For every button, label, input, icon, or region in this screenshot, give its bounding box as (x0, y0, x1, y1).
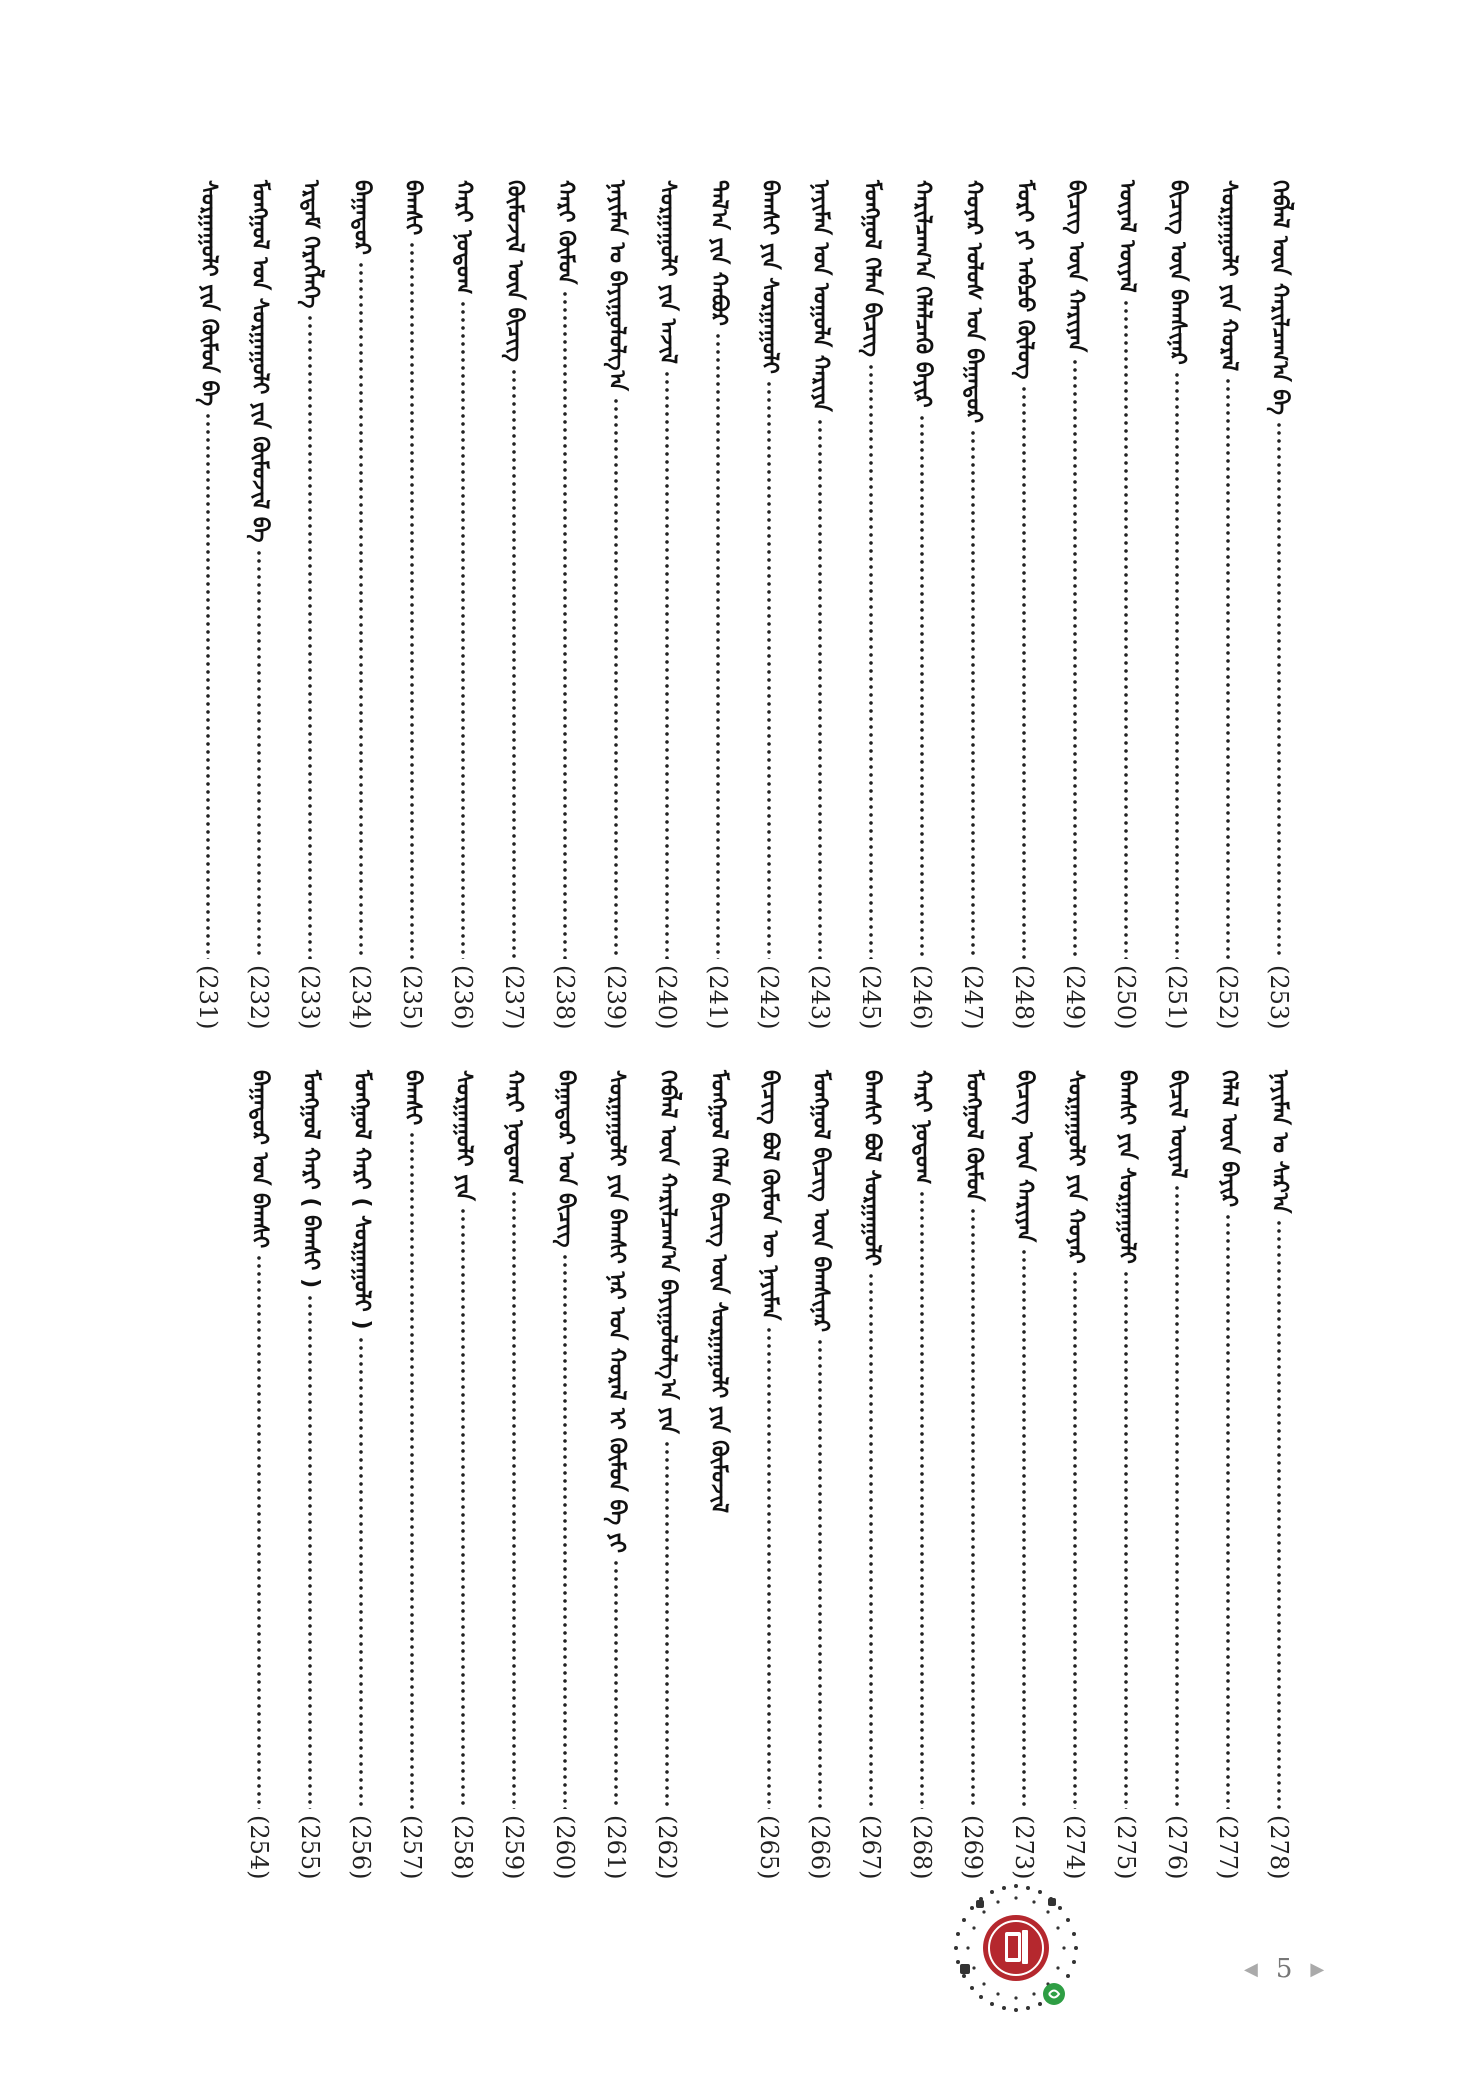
toc-entry-page: (239) (602, 965, 630, 1030)
dot-leader (563, 1253, 567, 1809)
dot-leader (1124, 299, 1128, 960)
next-page-icon[interactable]: ▶ (1310, 1958, 1325, 1980)
toc-entry-page: (231) (194, 965, 222, 1030)
toc-entry (242, 1070, 276, 1880)
qr-code-icon[interactable] (948, 1880, 1084, 2016)
toc-entry (1109, 1070, 1143, 1880)
toc-entry-title: ᠪᠢᠴᠢᠭ ᠦᠨ ᠬᠠᠷᠢᠶᠠᠨ (1063, 180, 1088, 353)
toc-entry (752, 180, 786, 1030)
toc-entry-title: ᠮᠣᠩᠭᠣᠯ ᠬᠦᠮᠦᠨ (961, 1070, 986, 1202)
dot-leader (920, 414, 924, 960)
toc-entry-page: (233) (296, 965, 324, 1030)
toc-entry-title: ᠪᠢᠴᠢᠭ ᠦᠨ ᠬᠠᠷᠢᠶᠠᠨ (1012, 1070, 1037, 1243)
toc-entry-title: ᠪᠠᠭᠰᠢ ᠶᠢᠨ ᠰᠤᠷᠭᠠᠭᠤᠯᠢ (757, 180, 782, 374)
toc-entry-title: ᠪᠠᠭᠠᠲᠤᠷ (349, 180, 374, 255)
dot-leader (869, 363, 873, 959)
toc-entry (650, 180, 684, 1030)
toc-entry-page: (253) (1265, 965, 1293, 1030)
toc-entry-title: ᠰᠤᠷᠭᠠᠭᠤᠯᠢ ᠶᠢᠨ ᠬᠦᠮᠦᠨ ᠪᠠ (196, 180, 221, 407)
toc-entry (446, 1070, 480, 1880)
page-footer (1244, 1954, 1324, 1984)
toc-entry-page: (256) (347, 1815, 375, 1880)
toc-entry-title: ᠪᠠᠭᠰᠢ ᠪᠣᠯ ᠰᠤᠷᠭᠠᠭᠤᠯᠢ (859, 1070, 884, 1267)
toc-entry-page: (266) (806, 1815, 834, 1880)
toc-entry-page: (252) (1214, 965, 1242, 1030)
toc-entry (956, 180, 990, 1030)
toc-entry-title: ᠪᠠᠭᠰᠢ (400, 1070, 425, 1126)
toc-entry (293, 1070, 327, 1880)
toc-entry (752, 1070, 786, 1880)
toc-entry-page: (260) (551, 1815, 579, 1880)
dot-leader (665, 1440, 669, 1810)
prev-page-icon[interactable]: ◀ (1244, 1958, 1258, 1980)
toc-entry-page: (250) (1112, 965, 1140, 1030)
dot-leader (1175, 371, 1179, 960)
toc-entry-page: (268) (908, 1815, 936, 1880)
toc-entry (395, 180, 429, 1030)
dot-leader (410, 1131, 414, 1809)
toc-entry-page: (235) (398, 965, 426, 1030)
toc-entry (497, 180, 531, 1030)
toc-entry-title: ᠬᠡᠪᠯᠡᠯ ᠦᠨ ᠬᠠᠷᠢᠯᠴᠠᠭ᠎ᠠ ᠪᠠᠶᠢᠭᠤᠯᠤᠯᠭ᠎ᠠ ᠶᠢᠨ (655, 1070, 680, 1434)
toc-entry-title: ᠬᠣᠶᠠᠷ ᠤᠯᠤᠰ ᠤᠨ ᠪᠠᠭᠠᠲᠤᠷ (961, 180, 986, 424)
toc-entry-page: (246) (908, 965, 936, 1030)
toc-entry-title: ᠲᠠᠯ᠎ᠠ ᠶᠢᠨ ᠬᠠᠪᠤᠷ (706, 180, 731, 326)
toc-entry-page: (243) (806, 965, 834, 1030)
toc-entry (854, 180, 888, 1030)
toc-entry (803, 180, 837, 1030)
toc-entry (650, 1070, 684, 1880)
toc-entry-title: ᠪᠠᠭᠰᠢ ᠶᠢᠨ ᠰᠤᠷᠭᠠᠭᠤᠯᠢ (1114, 1070, 1139, 1264)
toc-entry-page: (245) (857, 965, 885, 1030)
toc-entry-title: ᠬᠠᠷᠢ ᠬᠦᠮᠦᠨ (553, 180, 578, 285)
dot-leader (614, 397, 618, 960)
dot-leader (512, 368, 516, 960)
toc-entry-page: (275) (1112, 1815, 1140, 1880)
toc-entry-title: ᠨᠠᠶᠢᠮᠠᠨ ᠤᠨ ᠣᠭᠤᠯᠠ ᠬᠠᠷᠢᠶᠠ (808, 180, 833, 412)
toc-entry-page: (257) (398, 1815, 426, 1880)
toc-entry-title: ᠬᠠᠷᠢ ᠨᠤᠲᠤᠭ (910, 1070, 935, 1185)
dot-leader (461, 300, 465, 959)
toc-entry (548, 180, 582, 1030)
dot-leader (1175, 1184, 1179, 1809)
toc-entry-page: (242) (755, 965, 783, 1030)
dot-leader (563, 290, 567, 959)
toc-entry (905, 1070, 939, 1880)
toc-entry-title: ᠮᠣᠷᠢ ᠶᠢ ᠠᠪᠴᠤ ᠬᠦᠯᠦᠭ (1012, 180, 1037, 380)
dot-leader (1073, 358, 1077, 959)
toc-entry-title: ᠪᠠᠭᠠᠲᠤᠷ ᠤᠨ ᠪᠢᠴᠢᠭ (553, 1070, 578, 1248)
toc-entry-title: ᠮᠣᠩᠭᠣᠯ ᠬᠡᠯᠡᠨ ᠪᠢᠴᠢᠭ ᠦᠨ ᠰᠤᠷᠭᠠᠭᠤᠯᠢ ᠶᠢᠨ ᠬᠦᠮᠦᠵᠢᠯ (706, 1070, 731, 1514)
toc-entry-title: ᠮᠣᠩᠭᠣᠯ ᠬᠡᠯᠡᠨ ᠪᠢᠴᠢᠭ (859, 180, 884, 357)
toc-entry (242, 180, 276, 1030)
toc-entry (599, 180, 633, 1030)
toc-entry (446, 180, 480, 1030)
dot-leader (767, 380, 771, 960)
toc-entry-title: ᠮᠣᠩᠭᠣᠯ ᠤᠨ ᠰᠤᠷᠭᠠᠭᠤᠯᠢ ᠶᠢᠨ ᠬᠦᠮᠦᠵᠢᠯ ᠪᠠ (247, 180, 272, 543)
toc-entry (1160, 1070, 1194, 1880)
toc-entry (1058, 1070, 1092, 1880)
dot-leader (1073, 1270, 1077, 1810)
toc-entry-title: ᠪᠢᠴᠢᠭ ᠪᠣᠯ ᠬᠦᠮᠦᠨ ᠦ ᠨᠠᠶᠢᠮᠠᠨ (757, 1070, 782, 1321)
toc-entry-title: ᠪᠠᠭᠠᠲᠤᠷ ᠤᠨ ᠪᠠᠭᠰᠢ (247, 1070, 272, 1249)
dot-leader (1226, 1213, 1230, 1809)
toc-entry-title: ᠰᠤᠷᠭᠠᠭᠤᠯᠢ ᠶᠢᠨ ᠬᠣᠶᠠᠷ (1063, 1070, 1088, 1264)
dot-leader (1124, 1270, 1128, 1810)
toc-entry (1262, 180, 1296, 1030)
toc-entry (701, 1070, 735, 1880)
toc-entry (854, 1070, 888, 1880)
toc-entry-page: (237) (500, 965, 528, 1030)
toc-entry (497, 1070, 531, 1880)
toc-entry (344, 180, 378, 1030)
dot-leader (359, 1336, 363, 1810)
toc-entry-page: (278) (1265, 1815, 1293, 1880)
toc-entry-page: (277) (1214, 1815, 1242, 1880)
toc-entry-page: (249) (1061, 965, 1089, 1030)
toc-entry-page: (240) (653, 965, 681, 1030)
dot-leader (1022, 385, 1026, 959)
toc-entry-page: (262) (653, 1815, 681, 1880)
toc-entry (803, 1070, 837, 1880)
toc-entry-title: ᠰᠤᠷᠭᠠᠭᠤᠯᠢ ᠶᠢᠨ (451, 1070, 476, 1201)
toc-entry-title: ᠪᠢᠴᠢᠯ ᠦᠶᠡᠯ (1165, 1070, 1190, 1179)
toc-entry (548, 1070, 582, 1880)
toc-entry (905, 180, 939, 1030)
dot-leader (971, 429, 975, 959)
toc-entry (1211, 180, 1245, 1030)
toc-entry (1211, 1070, 1245, 1880)
toc-entry-page: (247) (959, 965, 987, 1030)
toc-entry-page: (232) (245, 965, 273, 1030)
dot-leader (308, 1294, 312, 1809)
toc-entry (1160, 180, 1194, 1030)
toc-entry (395, 1070, 429, 1880)
toc-entry (1058, 180, 1092, 1030)
dot-leader (1226, 377, 1230, 959)
toc-entry (1007, 180, 1041, 1030)
toc-entry (956, 1070, 990, 1880)
dot-leader (716, 332, 720, 960)
dot-leader (665, 370, 669, 960)
dot-leader (512, 1190, 516, 1809)
dot-leader (1277, 421, 1281, 959)
toc-entry-page: (276) (1163, 1815, 1191, 1880)
toc-entry-page: (261) (602, 1815, 630, 1880)
dot-leader (206, 412, 210, 959)
toc-entry-page: (241) (704, 965, 732, 1030)
toc-entry (293, 180, 327, 1030)
toc-entry-title: ᠰᠤᠷᠭᠠᠭᠤᠯᠢ ᠶᠢᠨ ᠠᠵᠢᠯ (655, 180, 680, 364)
toc-entry-title: ᠦᠶᠡᠯ ᠦᠶᠡᠯ (1114, 180, 1139, 293)
toc-entry-page: (254) (245, 1815, 273, 1880)
toc-entry-title: ᠨᠠᠶᠢᠮᠠᠨ ᠤ ᠪᠠᠶᠢᠭᠤᠯᠤᠯᠭ᠎ᠠ (604, 180, 629, 391)
dot-leader (257, 1254, 261, 1809)
toc-entry-title: ᠬᠠᠷᠢᠯᠴᠠᠭ᠎ᠠ ᠬᠡᠯᠡᠯᠴᠡᠬᠦ ᠪᠠᠶᠢᠷ (910, 180, 935, 408)
toc-entry-title: ᠮᠣᠩᠭᠣᠯ ᠬᠠᠷᠢ ( ᠪᠠᠭᠰᠢ ) (298, 1070, 323, 1289)
toc-entry-title: ᠬᠠᠷᠢ ᠨᠤᠲᠤᠭ (502, 1070, 527, 1185)
toc-entry-title: ᠰᠣᠷᠭᠠᠭᠤᠯᠢ ᠶᠢᠨ ᠬᠤᠷᠠᠯ (1216, 180, 1241, 372)
toc-entry (1007, 1070, 1041, 1880)
toc-entry-title: ᠪᠢᠴᠢᠭ ᠦᠨ ᠪᠠᠭᠰᠢᠨᠠᠷ (1165, 180, 1190, 365)
dot-leader (767, 1326, 771, 1809)
toc-entry-page: (258) (449, 1815, 477, 1880)
toc-entry-title: ᠬᠠᠷᠢ ᠨᠤᠲᠤᠭ (451, 180, 476, 295)
dot-leader (359, 261, 363, 960)
toc-entry-page: (259) (500, 1815, 528, 1880)
dot-leader (971, 1207, 975, 1809)
toc-entry-page: (255) (296, 1815, 324, 1880)
toc-entry-page: (265) (755, 1815, 783, 1880)
toc-entry-page: (274) (1061, 1815, 1089, 1880)
toc-entry-title: ᠪᠠᠭᠰᠢ (400, 180, 425, 236)
toc-entry-page: (267) (857, 1815, 885, 1880)
dot-leader (461, 1207, 465, 1810)
dot-leader (1022, 1248, 1026, 1809)
toc-entry-page: (269) (959, 1815, 987, 1880)
toc-entry-page: (251) (1163, 965, 1191, 1030)
toc-entry-title: ᠮᠣᠩᠭᠣᠯ ᠪᠢᠴᠢᠭ ᠦᠨ ᠪᠠᠭᠰᠢᠨᠠᠷ (808, 1070, 833, 1333)
dot-leader (920, 1190, 924, 1809)
dot-leader (308, 314, 312, 959)
toc-entry-title: ᠨᠠᠶᠢᠮᠠᠨ ᠤ ᠰᠠᠷ᠎ᠠ (1267, 1070, 1292, 1214)
dot-leader (818, 1338, 822, 1809)
dot-leader (257, 549, 261, 960)
toc-entry (701, 180, 735, 1030)
toc-entry-page: (236) (449, 965, 477, 1030)
toc-entry-title: ᠮᠣᠩᠭᠣᠯ ᠬᠠᠷᠢ ( ᠰᠤᠷᠭᠠᠭᠤᠯᠢ ) (349, 1070, 374, 1330)
toc-entry-title: ᠰᠤᠷᠭᠠᠭᠤᠯᠢ ᠶᠢᠨ ᠪᠠᠭᠰᠢ ᠨᠠᠷ ᠤᠨ ᠬᠤᠷᠠᠯ ᠢ ᠬᠦᠮᠦᠨ ᠪᠠ ᠶᠢ (604, 1070, 629, 1554)
dot-leader (614, 1559, 618, 1809)
toc-entry-page: (273) (1010, 1815, 1038, 1880)
toc-entry-page: (248) (1010, 965, 1038, 1030)
toc-entry (1262, 1070, 1296, 1880)
dot-leader (818, 418, 822, 960)
toc-entry-title: ᠡᠷᠳᠡᠮ ᠬᠡᠷᠡᠭᠯᠡᠭᠡ (298, 180, 323, 309)
toc-entry-title: ᠬᠡᠪᠯᠡᠯ ᠦᠨ ᠬᠠᠷᠢᠯᠴᠠᠭ᠎ᠠ ᠪᠠ (1267, 180, 1292, 416)
toc-entry-page: (234) (347, 965, 375, 1030)
toc-entry (599, 1070, 633, 1880)
dot-leader (869, 1272, 873, 1809)
toc-entry (191, 180, 225, 1030)
toc-entry-title: ᠬᠡᠯᠡᠯ ᠦᠨ ᠪᠠᠶᠢᠷ (1216, 1070, 1241, 1208)
toc-entry (344, 1070, 378, 1880)
dot-leader (410, 241, 414, 959)
toc-entry-title: ᠬᠦᠮᠦᠵᠢᠯ ᠦᠨ ᠪᠢᠴᠢᠭ (502, 180, 527, 362)
page-number: 5 (1275, 1954, 1293, 1984)
toc-entry-page: (238) (551, 965, 579, 1030)
toc-entry (1109, 180, 1143, 1030)
dot-leader (1277, 1219, 1281, 1809)
